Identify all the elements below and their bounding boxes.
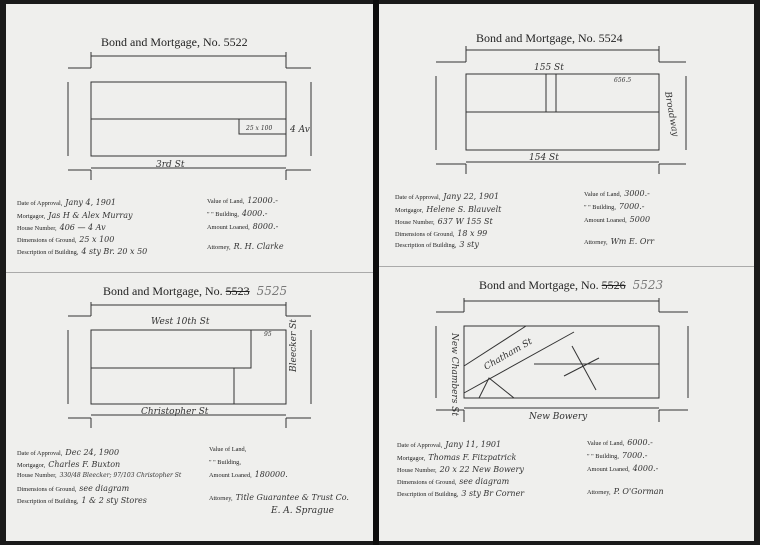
title-number: 5522 [223,35,248,49]
lot-outline [234,330,251,404]
mortgage-card-5525 [6,274,373,541]
dimensions-of-ground: Dimensions of Ground, see diagram [397,477,510,486]
plot-diagram [434,298,704,428]
plot-diagram [56,302,326,432]
description-of-building: Description of Building, 3 sty [395,240,479,249]
attorney: Attorney, P. O'Gorman [587,487,664,496]
title-text: Bond and Mortgage, No. [479,278,599,292]
building-value: " " Building, [209,459,241,466]
mortgagor: Mortgagor, Jas H & Alex Murray [17,211,133,220]
lot-outline [479,378,514,398]
block-outline [91,330,286,404]
building-value: " " Building, 4000.- [207,209,268,218]
handwritten-number: 5525 [256,284,288,298]
handwritten-number: 5523 [632,278,664,292]
title-number: 5524 [598,31,623,45]
amount-loaned: Amount Loaned, 8000.- [207,222,279,231]
title-text: Bond and Mortgage, No. [476,31,596,45]
card-divider [379,266,754,267]
house-number: House Number, 406 — 4 Av [17,223,106,232]
card-divider [6,272,373,273]
left-page [6,4,373,541]
lot-label: 95 [264,331,272,338]
amount-loaned: Amount Loaned, 4000.- [587,464,659,473]
date-of-approval: Date of Approval, Jany 11, 1901 [397,440,502,449]
date-of-approval: Date of Approval, Jany 22, 1901 [395,192,500,201]
attorney-signature: E. A. Sprague [271,506,334,516]
compass-line [572,346,596,390]
mortgagor: Mortgagor, Charles F. Buxton [17,460,121,469]
attorney: Attorney, Title Guarantee & Trust Co. [209,493,349,502]
diagonal-street-line [464,332,574,393]
value-of-land: Value of Land, [209,446,247,453]
card-title [476,31,623,46]
right-page [379,4,754,541]
amount-loaned: Amount Loaned, 180000. [209,470,288,479]
value-of-land: Value of Land, 3000.- [584,189,650,198]
mortgage-card-5523 [379,268,754,537]
title-number-struck: 5526 [601,278,626,292]
south-street-label: New Bowery [529,412,588,422]
compass-line [564,358,599,376]
plot-diagram [56,52,326,182]
attorney: Attorney, R. H. Clarke [207,242,284,251]
building-value: " " Building, 7000.- [587,451,648,460]
dimensions-of-ground: Dimensions of Ground, see diagram [17,484,130,493]
description-of-building: Description of Building, 1 & 2 sty Stores [17,496,147,505]
title-number-struck: 5523 [225,284,250,298]
title-text: Bond and Mortgage, No. [101,35,221,49]
house-number: House Number, 637 W 155 St [395,217,493,226]
north-street-label: 155 St [534,63,564,73]
lot-outline [546,74,556,112]
attorney: Attorney, Wm E. Orr [584,237,655,246]
value-of-land: Value of Land, 6000.- [587,438,653,447]
lot-label: Chatham St [482,336,535,373]
building-value: " " Building, 7000.- [584,202,645,211]
date-of-approval: Date of Approval, Jany 4, 1901 [17,198,117,207]
house-number: House Number, 330/48 Bleecker; 97/103 Christopher St [17,472,182,479]
dimensions-of-ground: Dimensions of Ground, 25 x 100 [17,235,115,244]
mortgagor: Mortgagor, Thomas F. Fitzpatrick [397,453,517,462]
east-street-label: Bleecker St [289,319,299,372]
plot-diagram [434,46,704,176]
card-title [103,284,287,299]
mortgage-card-5524 [379,4,754,273]
mortgage-card-5522 [6,4,373,273]
description-of-building: Description of Building, 4 sty Br. 20 x 50 [17,247,148,256]
south-street-label: Christopher St [141,407,209,417]
title-text: Bond and Mortgage, No. [103,284,223,298]
west-street-label: New Chambers St [449,333,459,416]
mortgagor: Mortgagor, Helene S. Blauvelt [395,205,502,214]
card-title [101,35,248,50]
house-number: House Number, 20 x 22 New Bowery [397,465,524,474]
amount-loaned: Amount Loaned, 5000 [584,215,651,224]
east-street-label: Broadway [662,90,680,138]
south-street-label: 154 St [529,153,559,163]
south-street-label: 3rd St [156,160,185,170]
north-street-label: West 10th St [151,317,210,327]
lot-label: 656.5 [614,77,632,84]
dimensions-of-ground: Dimensions of Ground, 18 x 99 [395,229,488,238]
card-title [479,278,663,293]
description-of-building: Description of Building, 3 sty Br Corner [397,489,525,498]
lot-label: 25 x 100 [246,125,273,132]
date-of-approval: Date of Approval, Dec 24, 1900 [17,448,120,457]
value-of-land: Value of Land, 12000.- [207,196,278,205]
east-street-label: 4 Av [290,125,310,135]
